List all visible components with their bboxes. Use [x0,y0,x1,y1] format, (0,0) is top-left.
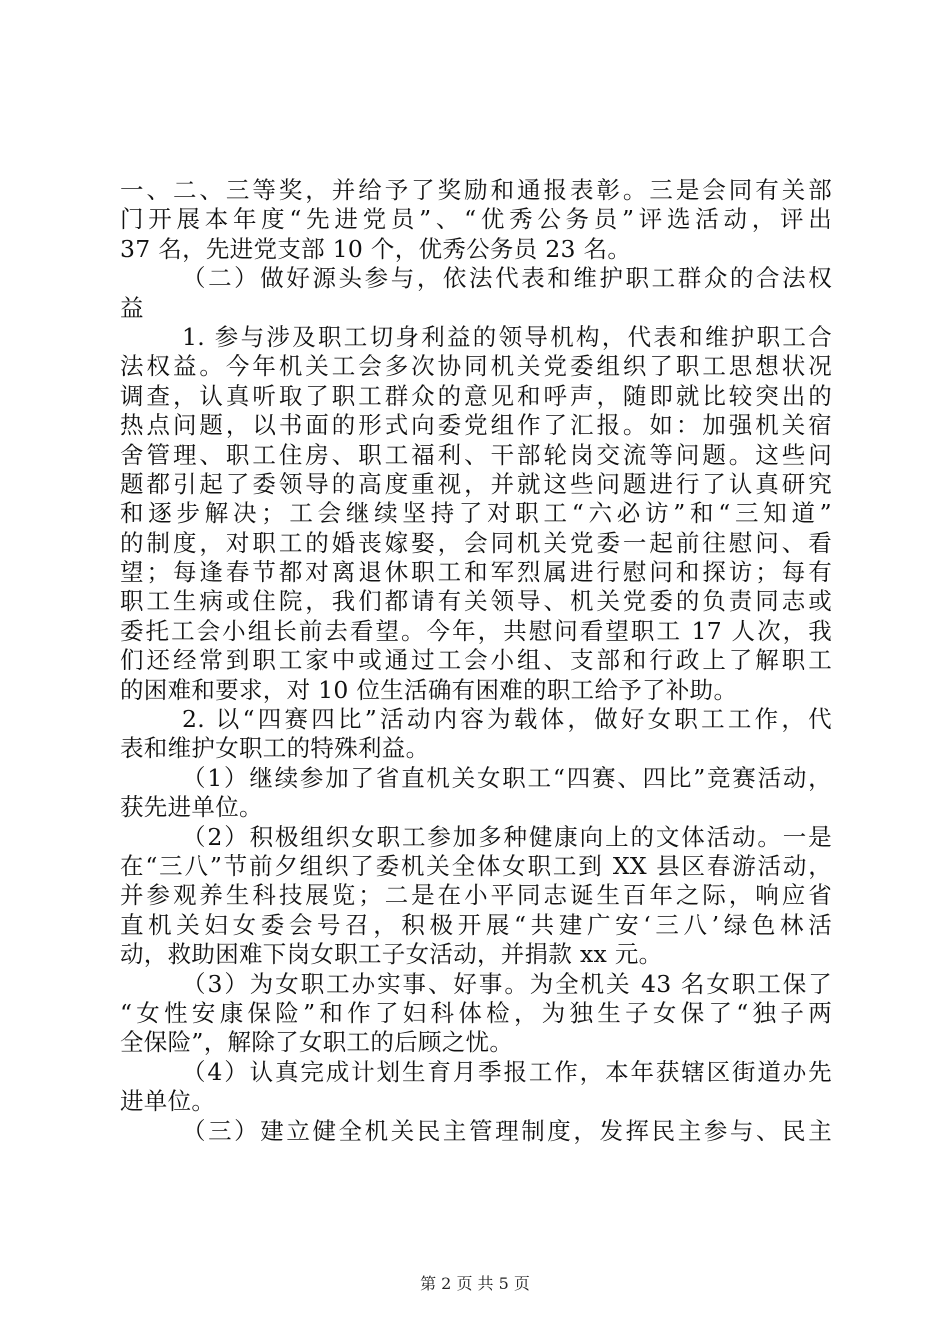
text-line: 一、二、三等奖，并给予了奖励和通报表彰。三是会同有关部 [120,176,832,204]
page-number-label: 第 2 页 共 5 页 [420,1274,530,1293]
text-line: （4）认真完成计划生育月季报工作，本年获辖区街道办先 [182,1057,832,1086]
text-line: 直机关妇女委会号召，积极开展“共建广安‘三八’绿色林活 [120,910,832,939]
text-line: 益 [120,293,144,322]
text-line: 全保险”，解除了女职工的后顾之忧。 [120,1028,514,1057]
text-line: （三）建立健全机关民主管理制度，发挥民主参与、民主 [182,1116,832,1145]
text-line: 和逐步解决；工会继续坚持了对职工“六必访”和“三知道” [120,499,832,528]
text-line: 舍管理、职工住房、职工福利、干部轮岗交流等问题。这些问 [120,440,832,469]
text-line: 1. 参与涉及职工切身利益的领导机构，代表和维护职工合 [182,322,832,351]
text-line: 在“三八”节前夕组织了委机关全体女职工到 XX 县区春游活动， [120,851,832,880]
text-line: 热点问题，以书面的形式向委党组作了汇报。如：加强机关宿 [120,411,832,440]
text-line: 的制度，对职工的婚丧嫁娶，会同机关党委一起前往慰问、看 [120,528,832,557]
document-body [120,176,832,1146]
text-line: 职工生病或住院，我们都请有关领导、机关党委的负责同志或 [120,587,832,616]
text-line: 表和维护女职工的特殊利益。 [120,734,430,763]
text-line: 望；每逢春节都对离退休职工和军烈属进行慰问和探访；每有 [120,558,832,587]
text-line: 题都引起了委领导的高度重视，并就这些问题进行了认真研究 [120,469,832,498]
text-line: 法权益。今年机关工会多次协同机关党委组织了职工思想状况 [120,352,832,381]
text-line: “女性安康保险”和作了妇科体检，为独生子女保了“独子两 [120,998,832,1027]
text-line: （3）为女职工办实事、好事。为全机关 43 名女职工保了 [182,969,832,998]
text-line: 调查，认真听取了职工群众的意见和呼声，随即就比较突出的 [120,381,832,410]
text-line: 2. 以“四赛四比”活动内容为载体，做好女职工工作，代 [182,705,832,734]
text-line: 的困难和要求，对 10 位生活确有困难的职工给予了补助。 [120,675,738,704]
text-line: 委托工会小组长前去看望。今年，共慰问看望职工 17 人次，我 [120,616,832,645]
text-line: （二）做好源头参与，依法代表和维护职工群众的合法权 [182,264,832,293]
text-line: 进单位。 [120,1087,216,1116]
text-line: 们还经常到职工家中或通过工会小组、支部和行政上了解职工 [120,646,832,675]
text-line: 获先进单位。 [120,793,263,822]
page-footer [0,1271,950,1294]
text-line: 门开展本年度“先进党员”、“优秀公务员”评选活动，评出 [120,205,832,234]
text-line: 动，救助困难下岗女职工子女活动，并捐款 xx 元。 [120,940,663,969]
text-line: 并参观养生科技展览；二是在小平同志诞生百年之际，响应省 [120,881,832,910]
text-line: （1）继续参加了省直机关女职工“四赛、四比”竞赛活动， [182,763,832,792]
text-line: （2）积极组织女职工参加多种健康向上的文体活动。一是 [182,822,832,851]
text-line: 37 名，先进党支部 10 个，优秀公务员 23 名。 [120,234,632,263]
